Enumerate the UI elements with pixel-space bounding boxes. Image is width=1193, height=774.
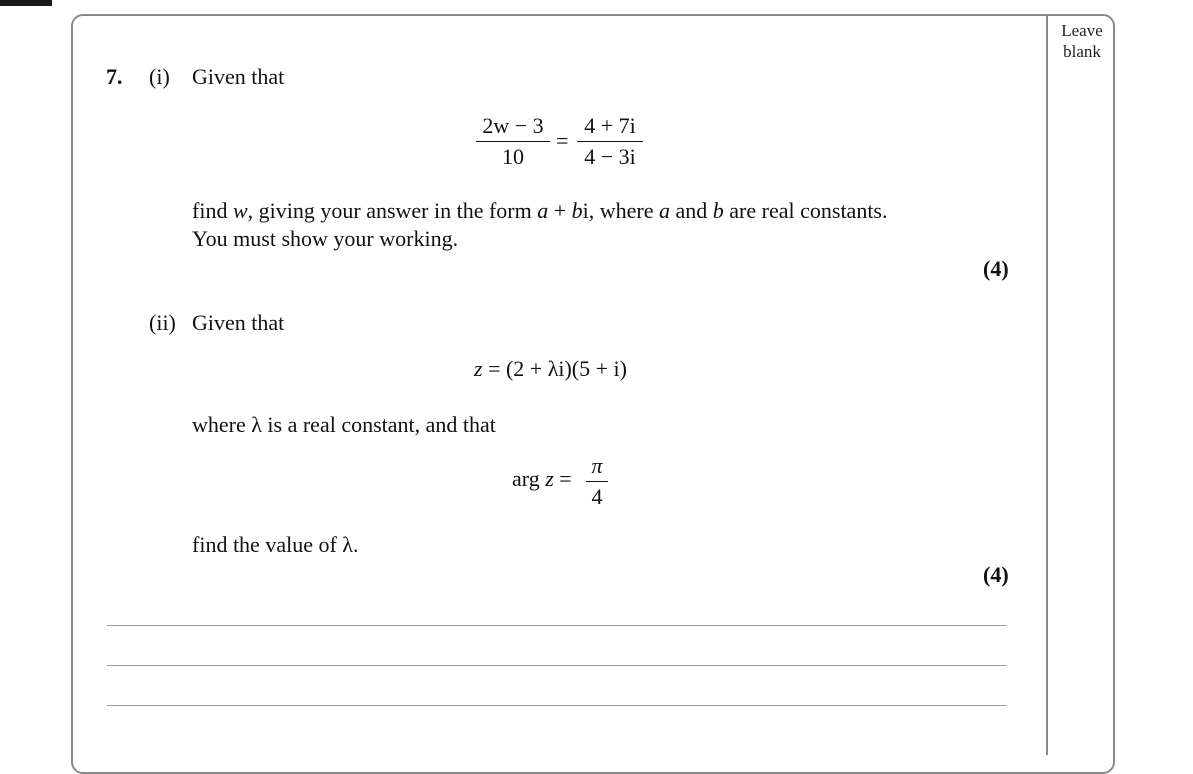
question-number: 7.: [106, 64, 123, 89]
lhs-numerator: 2w − 3: [482, 113, 544, 138]
answer-line[interactable]: [107, 705, 1007, 706]
arg-var-z: z: [545, 466, 554, 491]
part1-intro: Given that: [192, 64, 285, 89]
leave-blank-label: [1050, 20, 1114, 62]
eq-var-z: z: [474, 356, 483, 381]
instr-var-a2: a: [659, 198, 671, 223]
instr-var-b: b: [571, 198, 583, 223]
part1-instruction: [192, 198, 888, 224]
margin-divider: [1046, 15, 1048, 755]
part2-marks: (4): [983, 562, 1009, 587]
instr-text-2: , giving your answer in the form: [247, 198, 538, 223]
leave-blank-line2: blank: [1063, 42, 1101, 61]
arg-denominator: 4: [591, 484, 603, 509]
instr-text-1: find: [192, 198, 233, 223]
instr-text-4: and: [670, 198, 713, 223]
instr-var-b2: b: [712, 198, 724, 223]
rhs-numerator: 4 + 7i: [584, 113, 636, 138]
answer-line[interactable]: [107, 665, 1007, 666]
part1-rhs-fraction: [577, 112, 643, 171]
instr-plus: +: [548, 198, 572, 223]
arg-fraction: [586, 452, 608, 511]
leave-blank-line1: Leave: [1061, 21, 1103, 40]
part1-marks: (4): [983, 256, 1009, 281]
part2-find-text: find the value of λ.: [192, 532, 359, 557]
instr-var-a: a: [537, 198, 549, 223]
arg-numerator: π: [591, 453, 603, 478]
arg-fraction-bar: [586, 481, 608, 482]
instr-text-5: are real constants.: [723, 198, 888, 223]
part2-equation: [474, 356, 627, 382]
part1-label: (i): [149, 64, 170, 89]
part2-where-text: where λ is a real constant, and that: [192, 412, 496, 437]
lhs-denominator: 10: [502, 144, 524, 169]
answer-line[interactable]: [107, 625, 1007, 626]
page-corner-mark: [0, 0, 52, 6]
lhs-fraction-bar: [476, 141, 550, 142]
arg-equals: =: [559, 466, 572, 491]
part2-intro: Given that: [192, 310, 285, 335]
eq-rhs: = (2 + λi)(5 + i): [482, 356, 627, 381]
arg-label: arg: [512, 466, 540, 491]
arg-expression: [512, 466, 572, 492]
rhs-fraction-bar: [577, 141, 643, 142]
instr-text-3: i, where: [582, 198, 660, 223]
part1-lhs-fraction: [476, 112, 550, 171]
instr-var-w: w: [232, 198, 248, 223]
part1-equals: =: [556, 128, 569, 153]
rhs-denominator: 4 − 3i: [584, 144, 636, 169]
part2-label: (ii): [149, 310, 176, 335]
part1-instruction-working: You must show your working.: [192, 226, 459, 251]
